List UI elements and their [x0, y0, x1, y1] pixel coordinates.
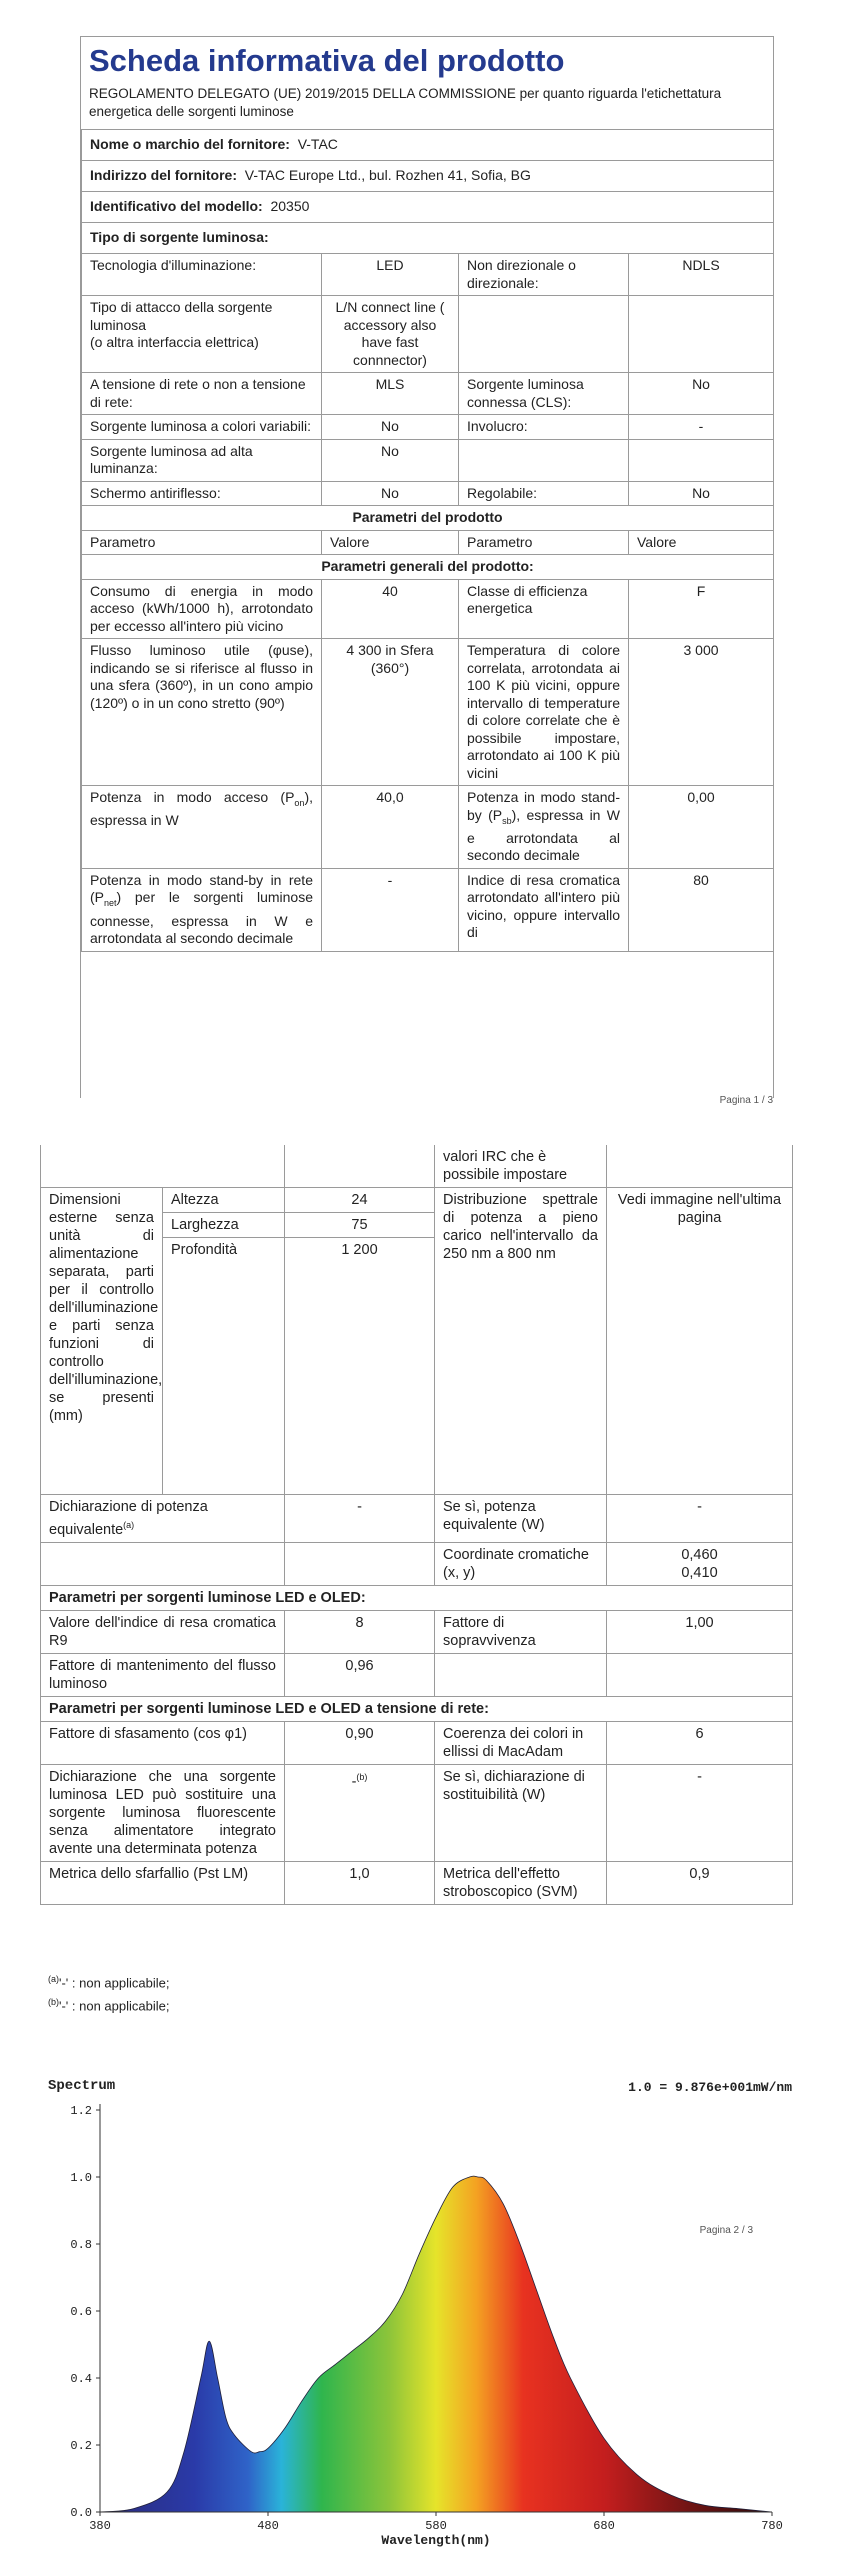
nondir-label: Non direzionale o direzionale:: [459, 254, 629, 296]
flux-value: 4 300 in Sfera (360°): [322, 639, 459, 786]
params-header: Parametri del prodotto: [82, 506, 774, 531]
power-row: [82, 786, 774, 869]
page-number-2: Pagina 2 / 3: [699, 2225, 753, 2236]
cls-value: No: [629, 373, 774, 415]
mains-label: A tensione di rete o non a tensione di rete:: [82, 373, 322, 415]
spd-value: Vedi immagine nell'ultima pagina: [607, 1188, 793, 1495]
mains-header-row: [41, 1696, 793, 1721]
replace-w-value: -: [607, 1764, 793, 1861]
params-header-row: [82, 506, 774, 531]
flux-row: [82, 639, 774, 786]
macadam-label: Coerenza dei colori in ellissi di MacAdam: [435, 1721, 607, 1764]
pf-label: Fattore di sfasamento (cos φ1): [41, 1721, 285, 1764]
mains-header: Parametri per sorgenti luminose LED e OLED a tensione di rete:: [41, 1696, 793, 1721]
x-tick-label: 380: [89, 2519, 111, 2533]
glare-row: [82, 481, 774, 506]
page-title: Scheda informativa del prodotto: [89, 43, 565, 78]
info-sheet-frame: [80, 36, 774, 1098]
spectrum-chart: [48, 2078, 792, 2550]
mains-row: [82, 373, 774, 415]
width-label: Larghezza: [163, 1213, 285, 1238]
color-value: No: [322, 415, 459, 440]
consumption-row: [82, 579, 774, 639]
hl-label: Sorgente luminosa ad alta luminanza:: [82, 439, 322, 481]
maint-row: [41, 1653, 793, 1696]
col-param-1: Parametro: [82, 530, 322, 555]
macadam-value: 6: [607, 1721, 793, 1764]
equiv-value: -: [285, 1495, 435, 1543]
cap-label-note: (o altra interfaccia elettrica): [90, 334, 259, 350]
maint-value: 0,96: [285, 1653, 435, 1696]
page-number: Pagina 1 / 3: [719, 1095, 773, 1106]
nondir-value: NDLS: [629, 254, 774, 296]
supplier-name-row: [82, 130, 774, 161]
envelope-value: -: [629, 415, 774, 440]
high-luminance-row: [82, 439, 774, 481]
source-type-row: [82, 223, 774, 254]
footnote-a: $^{(a)}$'-' : non applicabile;: [48, 1974, 170, 1991]
y-tick-label: 0.8: [70, 2238, 92, 2252]
depth-value: 1 200: [285, 1238, 435, 1495]
mains-value: MLS: [322, 373, 459, 415]
glare-value: No: [322, 481, 459, 506]
equiv-row: [41, 1495, 793, 1543]
psb-value: 0,00: [629, 786, 774, 869]
info-table: [81, 129, 774, 952]
col-param-2: Parametro: [459, 530, 629, 555]
color-row: [82, 415, 774, 440]
hl-value: No: [322, 439, 459, 481]
pf-value: 0,90: [285, 1721, 435, 1764]
depth-label: Profondità: [163, 1238, 285, 1495]
tech-value: LED: [322, 254, 459, 296]
footnote-b: $^{(b)}$'-' : non applicabile;: [48, 1997, 170, 2014]
x-axis-label: Wavelength(nm): [381, 2533, 491, 2548]
cap-row: [82, 296, 774, 373]
envelope-label: Involucro:: [459, 415, 629, 440]
replace-w-label: Se sì, dichiarazione di sostituibilità (W): [435, 1764, 607, 1861]
cri-cont: valori IRC che è possibile impostare: [435, 1145, 607, 1188]
x-tick-label: 680: [593, 2519, 615, 2533]
col-value-1: Valore: [322, 530, 459, 555]
y-tick-label: 0.0: [70, 2506, 92, 2520]
equiv-w-value: -: [607, 1495, 793, 1543]
replace-value: -$^{(b)}$: [285, 1764, 435, 1861]
flux-label: Flusso luminoso utile (φuse), indicando se si riferisce al flusso in una sfera (360º), in un cono ampio (120º) o in un cono stretto (90º): [82, 639, 322, 786]
source-type-label: Tipo di sorgente luminosa:: [82, 223, 774, 254]
chroma-row: [41, 1542, 793, 1585]
chart-scale-note: 1.0 = 9.876e+001mW/nm: [628, 2080, 792, 2095]
general-header: Parametri generali del prodotto:: [82, 555, 774, 580]
height-label: Altezza: [163, 1188, 285, 1213]
dimmable-value: No: [629, 481, 774, 506]
replace-row: [41, 1764, 793, 1861]
svm-label: Metrica dell'effetto stroboscopico (SVM): [435, 1861, 607, 1904]
psb-label: Potenza in modo stand-by $(P_{sb})$, espressa in W e arrotondata al secondo decimale: [459, 786, 629, 869]
height-value: 24: [285, 1188, 435, 1213]
consumption-value: 40: [322, 579, 459, 639]
y-tick-label: 1.2: [70, 2104, 92, 2118]
led-header: Parametri per sorgenti luminose LED e OLED:: [41, 1585, 793, 1610]
cap-label: Tipo di attacco della sorgente luminosa: [90, 299, 273, 333]
cap-value: L/N connect line ( accessory also have fast connnector): [322, 296, 459, 373]
column-header-row: [82, 530, 774, 555]
supplier-name-label: Nome o marchio del fornitore:: [90, 136, 290, 153]
pnet-row: [82, 868, 774, 951]
model-row: [82, 192, 774, 223]
x-tick-label: 480: [257, 2519, 279, 2533]
pst-value: 1,0: [285, 1861, 435, 1904]
chroma-label: Coordinate cromatiche (x, y): [435, 1542, 607, 1585]
r9-row: [41, 1610, 793, 1653]
width-value: 75: [285, 1213, 435, 1238]
model-label: Identificativo del modello:: [90, 198, 263, 215]
svm-value: 0,9: [607, 1861, 793, 1904]
survival-value: 1,00: [607, 1610, 793, 1653]
r9-value: 8: [285, 1610, 435, 1653]
y-tick-label: 0.4: [70, 2372, 92, 2386]
chart-title: Spectrum: [48, 2078, 116, 2094]
chroma-x: 0,460: [681, 1546, 718, 1563]
chroma-y: 0,410: [681, 1564, 718, 1581]
page-1: [0, 0, 841, 1115]
pon-value: 40,0: [322, 786, 459, 869]
y-tick-label: 0.2: [70, 2439, 92, 2453]
dims-label: Dimensioni esterne senza unità di alimentazione separata, parti per il controllo dell'illuminazione e parti senza funzioni di controllo dell'illuminazione, se presenti (mm): [41, 1188, 163, 1495]
equiv-label: Dichiarazione di potenza equivalente$^{(a)}$: [41, 1495, 285, 1543]
consumption-label: Consumo di energia in modo acceso (kWh/1000 h), arrotondato per eccesso all'intero più vicino: [82, 579, 322, 639]
supplier-address: V-TAC Europe Ltd., bul. Rozhen 41, Sofia, BG: [244, 167, 531, 184]
page-3: [0, 2040, 841, 2560]
page-2: [0, 1115, 841, 2040]
color-label: Sorgente luminosa a colori variabili:: [82, 415, 322, 440]
led-header-row: [41, 1585, 793, 1610]
class-value: F: [629, 579, 774, 639]
pst-label: Metrica dello sfarfallio (Pst LM): [41, 1861, 285, 1904]
equiv-w-label: Se sì, potenza equivalente (W): [435, 1495, 607, 1543]
cct-value: 3 000: [629, 639, 774, 786]
cri-label: Indice di resa cromatica arrotondato all'intero più vicino, oppure intervallo di: [459, 868, 629, 951]
params-table-frame: [40, 1145, 792, 1905]
x-tick-label: 780: [761, 2519, 783, 2533]
survival-label: Fattore di sopravvivenza: [435, 1610, 607, 1653]
pnet-label: Potenza in modo stand-by in rete $(P_{net})$ per le sorgenti luminose connesse, espressa in W e arrotondata al secondo decimale: [82, 868, 322, 951]
cri-value: 80: [629, 868, 774, 951]
tech-label: Tecnologia d'illuminazione:: [82, 254, 322, 296]
col-value-2: Valore: [629, 530, 774, 555]
supplier-address-row: [82, 161, 774, 192]
supplier-address-label: Indirizzo del fornitore:: [90, 167, 237, 184]
spectrum-area: [100, 2176, 772, 2512]
pon-label: Potenza in modo acceso $(P_{on})$, espressa in W: [82, 786, 322, 869]
y-tick-label: 0.6: [70, 2305, 92, 2319]
x-tick-label: 580: [425, 2519, 447, 2533]
height-row: [41, 1188, 793, 1213]
params-table-cont: [40, 1145, 793, 1905]
supplier-name: V-TAC: [297, 136, 338, 153]
pnet-value: -: [322, 868, 459, 951]
tech-row: [82, 254, 774, 296]
r9-label: Valore dell'indice di resa cromatica R9: [41, 1610, 285, 1653]
class-label: Classe di efficienza energetica: [459, 579, 629, 639]
maint-label: Fattore di mantenimento del flusso luminoso: [41, 1653, 285, 1696]
y-tick-label: 1.0: [70, 2171, 92, 2185]
replace-label: Dichiarazione che una sorgente luminosa LED può sostituire una sorgente luminosa fluorescente senza alimentatore integrato avente una determinata potenza: [41, 1764, 285, 1861]
dimmable-label: Regolabile:: [459, 481, 629, 506]
cri-cont-row: [41, 1145, 793, 1188]
pf-row: [41, 1721, 793, 1764]
regulation-text: REGOLAMENTO DELEGATO (UE) 2019/2015 DELLA COMMISSIONE per quanto riguarda l'etichettatura energetica delle sorgenti luminose: [89, 86, 722, 119]
spd-label: Distribuzione spettrale di potenza a pieno carico nell'intervallo da 250 nm a 800 nm: [435, 1188, 607, 1495]
spectrum-svg: [52, 2080, 792, 2550]
model-id: 20350: [270, 198, 310, 215]
cct-label: Temperatura di colore correlata, arrotondata ai 100 K più vicini, oppure intervallo di temperature di colore correlate che è possibile impostare, arrotondato ai 100 K più vicini: [459, 639, 629, 786]
glare-label: Schermo antiriflesso:: [82, 481, 322, 506]
flicker-row: [41, 1861, 793, 1904]
general-header-row: [82, 555, 774, 580]
cls-label: Sorgente luminosa connessa (CLS):: [459, 373, 629, 415]
